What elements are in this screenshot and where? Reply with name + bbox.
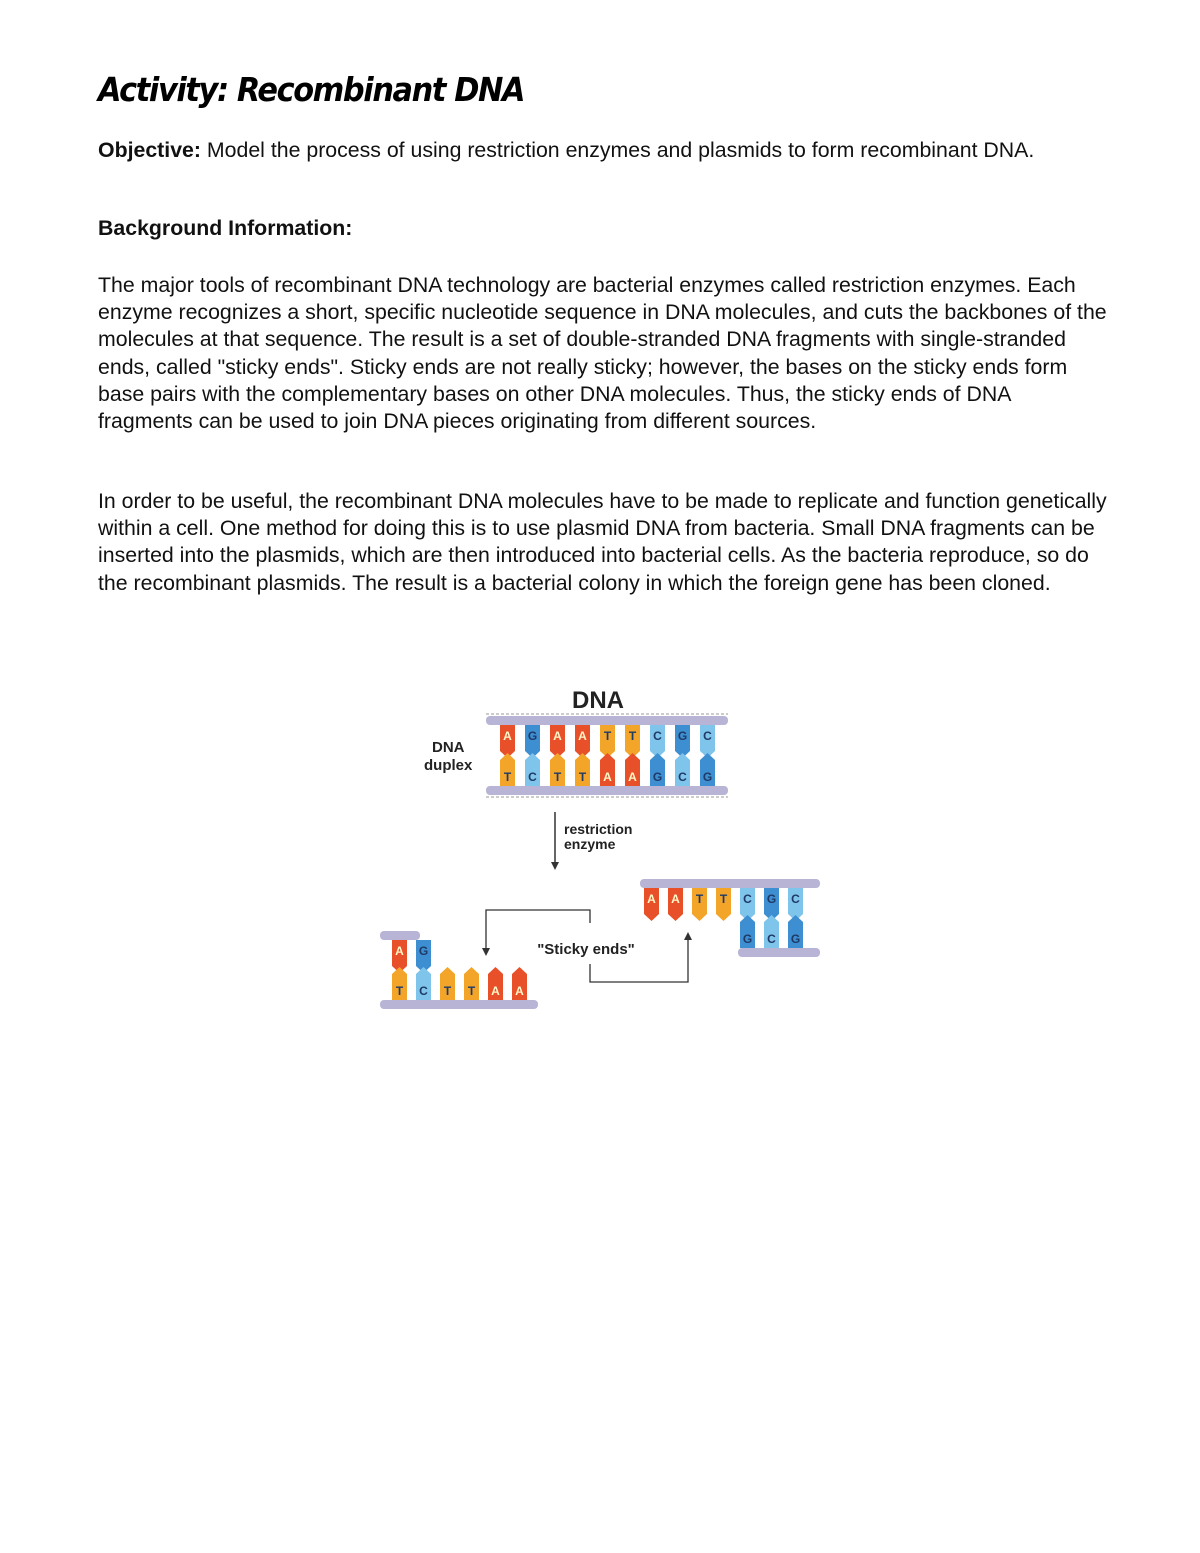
background-paragraph-1: The major tools of recombinant DNA technology are bacterial enzymes called restriction enzymes. Each enzyme recognizes a short, specific nucleotide sequence in DNA molecules, and cuts the backbones of the molecules at that sequence. The result is a set of double-stranded DNA fragments with single-stranded ends, called "sticky ends". Sticky ends are not really sticky; however, the bases on the sticky ends form base pairs with the complementary bases on other DNA molecules. Thus, the sticky ends of DNA fragments can be used to join DNA pieces originating from different sources. [98, 273, 1107, 434]
base-letter: A [491, 984, 500, 998]
base-letter: G [527, 729, 538, 743]
base-letter: G [790, 932, 801, 946]
dna-sticky-ends-figure [374, 672, 826, 1020]
right-fragment-bases [644, 888, 803, 948]
base-letter: C [528, 770, 537, 784]
base-letter: G [418, 944, 429, 958]
base-letter: C [678, 770, 687, 784]
base-letter: A [628, 770, 637, 784]
left-fragment-bottom-backbone [380, 1000, 538, 1009]
base-letter: G [702, 770, 713, 784]
base-letter: G [766, 892, 777, 906]
base-letter: T [695, 892, 704, 906]
objective-paragraph [98, 137, 1108, 164]
duplex-label-line2: duplex [424, 757, 473, 774]
base-letter: G [652, 770, 663, 784]
page-title: Activity: Recombinant DNA [98, 70, 525, 109]
base-letter: A [553, 729, 562, 743]
base-letter: G [742, 932, 753, 946]
base-letter: T [578, 770, 587, 784]
base-letter: T [603, 729, 612, 743]
base-letter: A [671, 892, 680, 906]
base-letter: A [395, 944, 404, 958]
dna-diagram [374, 672, 826, 1020]
duplex-bases [500, 725, 715, 786]
base-letter: A [647, 892, 656, 906]
base-letter: T [395, 984, 404, 998]
base-letter: A [503, 729, 512, 743]
left-fragment-top-backbone [380, 931, 420, 940]
objective-text: Model the process of using restriction enzymes and plasmids to form recombinant DNA. [200, 138, 1035, 162]
left-fragment-bases [392, 940, 527, 1000]
right-fragment-top-backbone [640, 879, 820, 888]
base-letter: T [719, 892, 728, 906]
enzyme-label-line2: enzyme [564, 836, 616, 852]
objective-label: Objective: [98, 138, 201, 162]
base-letter: C [653, 729, 662, 743]
background-paragraph-2: In order to be useful, the recombinant DNA molecules have to be made to replicate and function genetically within a cell. One method for doing this is to use plasmid DNA from bacteria. Small DNA fragments can be inserted into the plasmids, which are then introduced into bacterial cells. As the bacteria reproduce, so do the recombinant plasmids. The result is a bacterial colony in which the foreign gene has been cloned. [98, 489, 1107, 595]
background-heading: Background Information: [98, 216, 353, 240]
base-letter: C [703, 729, 712, 743]
base-letter: A [603, 770, 612, 784]
base-letter: A [578, 729, 587, 743]
base-letter: A [515, 984, 524, 998]
base-letter: G [677, 729, 688, 743]
base-letter: C [791, 892, 800, 906]
enzyme-label-line1: restriction [564, 821, 633, 837]
base-letter: C [743, 892, 752, 906]
duplex-label-line1: DNA [432, 739, 465, 756]
base-letter: T [467, 984, 476, 998]
base-letter: T [503, 770, 512, 784]
base-letter: T [443, 984, 452, 998]
figure-title: DNA [572, 687, 624, 714]
duplex-bottom-backbone [486, 786, 728, 795]
duplex-top-backbone [486, 716, 728, 725]
base-letter: C [767, 932, 776, 946]
right-fragment-bottom-backbone [738, 948, 820, 957]
base-letter: T [553, 770, 562, 784]
enzyme-arrow-head [551, 862, 559, 870]
sticky-ends-label: "Sticky ends" [537, 941, 635, 958]
base-letter: T [628, 729, 637, 743]
base-letter: C [419, 984, 428, 998]
